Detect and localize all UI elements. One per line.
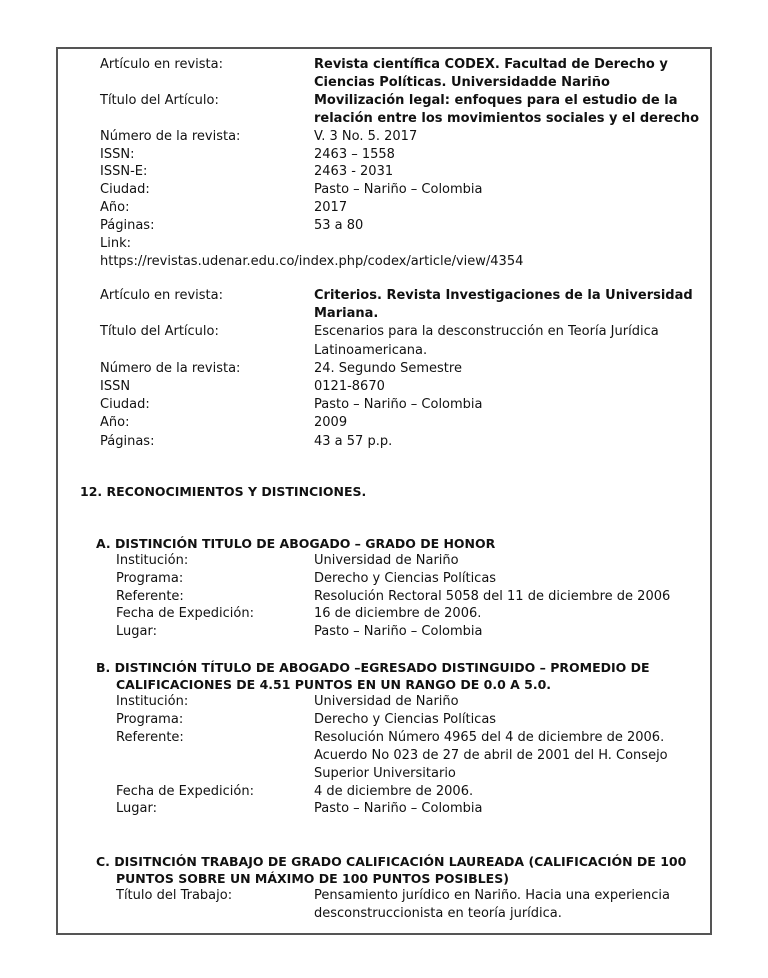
distinction-b-title-line2: CALIFICACIONES DE 4.51 PUNTOS EN UN RANGO DE 0.0 A 5.0. xyxy=(116,677,552,692)
distinction-a-field-label: Referente: xyxy=(116,588,184,604)
distinction-b-field-value: 4 de diciembre de 2006. xyxy=(314,783,474,799)
distinction-b-field-label: Lugar: xyxy=(116,801,157,817)
distinction-b-field-value: Acuerdo No 023 de 27 de abril de 2001 del H. Consejo xyxy=(314,747,668,763)
article-1-field-label: Páginas: xyxy=(100,218,155,234)
article-2-field-value: 43 a 57 p.p. xyxy=(314,433,393,449)
article-1-field-value: 2463 – 1558 xyxy=(314,146,395,162)
article-2-field-label: Artículo en revista: xyxy=(100,288,223,303)
article-1-field-value: 53 a 80 xyxy=(314,218,364,234)
article-1-field-value: V. 3 No. 5. 2017 xyxy=(314,128,418,144)
distinction-a-field-value: Pasto – Nariño – Colombia xyxy=(314,624,483,640)
article-1-field-label: Artículo en revista: xyxy=(100,57,223,72)
distinction-a-field-value: 16 de diciembre de 2006. xyxy=(314,606,482,622)
distinction-b-field-value: Resolución Número 4965 del 4 de diciembre de 2006. xyxy=(314,729,665,745)
distinction-c-field-value: Pensamiento jurídico en Nariño. Hacia una experiencia xyxy=(314,888,671,903)
article-1-field-label: ISSN: xyxy=(100,146,135,162)
distinction-b-field-label: Programa: xyxy=(116,711,184,727)
article-2-field-value: Latinoamericana. xyxy=(314,342,428,358)
article-1-field-value: Movilización legal: enfoques para el estudio de la xyxy=(314,92,678,108)
article-1-field-label: Título del Artículo: xyxy=(100,92,219,108)
article-1-field-value: Ciencias Políticas. Universidadde Nariño xyxy=(314,74,610,90)
distinction-a-field-value: Resolución Rectoral 5058 del 11 de diciembre de 2006 xyxy=(314,588,671,604)
distinction-c-field-value: desconstruccionista en teoría jurídica. xyxy=(314,905,562,921)
distinction-b-field-value: Superior Universitario xyxy=(314,765,456,781)
section-12-title: 12. RECONOCIMIENTOS Y DISTINCIONES. xyxy=(80,484,367,499)
article-1-field-label: ISSN-E: xyxy=(100,164,148,180)
distinction-a-field-value: Universidad de Nariño xyxy=(314,553,459,568)
distinction-a-field-label: Institución: xyxy=(116,553,189,568)
article-1-field-label: Link: xyxy=(100,236,132,251)
distinction-a-field-label: Lugar: xyxy=(116,624,157,640)
distinction-c-field-label: Título del Trabajo: xyxy=(116,888,233,903)
article-1-field-value: relación entre los movimientos sociales y el derecho xyxy=(314,110,700,126)
article-2-field-value: Pasto – Nariño – Colombia xyxy=(314,397,483,413)
distinction-b-title-line1: B. DISTINCIÓN TÍTULO DE ABOGADO –EGRESADO DISTINGUIDO – PROMEDIO DE xyxy=(96,660,650,675)
distinction-a-field-label: Fecha de Expedición: xyxy=(116,606,254,622)
article-1-field-label: Número de la revista: xyxy=(100,128,241,144)
article-2-field-label: Ciudad: xyxy=(100,397,150,413)
distinction-c-title-line1: C. DISITNCIÓN TRABAJO DE GRADO CALIFICACIÓN LAUREADA (CALIFICACIÓN DE 100 xyxy=(96,854,687,869)
article-2-field-value: 0121-8670 xyxy=(314,379,385,394)
distinction-b-field-value: Universidad de Nariño xyxy=(314,694,459,709)
article-2-field-value: Mariana. xyxy=(314,306,379,322)
article-1-field-value: Revista científica CODEX. Facultad de Derecho y xyxy=(314,57,668,72)
distinction-b-field-value: Derecho y Ciencias Políticas xyxy=(314,711,497,727)
distinction-b-field-label: Fecha de Expedición: xyxy=(116,783,254,799)
distinction-a-title: A. DISTINCIÓN TITULO DE ABOGADO – GRADO DE HONOR xyxy=(96,536,496,551)
distinction-c-title-line2: PUNTOS SOBRE UN MÁXIMO DE 100 PUNTOS POSIBLES) xyxy=(116,871,509,886)
article-2-field-value: Escenarios para la desconstrucción en Teoría Jurídica xyxy=(314,324,659,340)
article-1-field-label: Año: xyxy=(100,200,130,216)
article-2-field-label: Número de la revista: xyxy=(100,360,241,376)
article-1-link[interactable]: https://revistas.udenar.edu.co/index.php/codex/article/view/4354 xyxy=(100,254,524,269)
distinction-b-field-label: Institución: xyxy=(116,694,189,709)
distinction-b-field-label: Referente: xyxy=(116,729,184,745)
article-2-field-value: 2009 xyxy=(314,415,348,431)
article-2-field-label: Año: xyxy=(100,415,130,431)
article-1-field-value: 2017 xyxy=(314,200,348,216)
distinction-a-field-value: Derecho y Ciencias Políticas xyxy=(314,570,497,586)
article-2-field-value: 24. Segundo Semestre xyxy=(314,360,462,376)
article-1-field-value: Pasto – Nariño – Colombia xyxy=(314,182,483,198)
distinction-a-field-label: Programa: xyxy=(116,570,184,586)
article-1-field-label: Ciudad: xyxy=(100,182,150,198)
article-2-field-label: ISSN xyxy=(100,379,131,394)
article-2-field-label: Título del Artículo: xyxy=(100,324,219,340)
article-2-field-value: Criterios. Revista Investigaciones de la Universidad xyxy=(314,288,693,303)
distinction-b-field-value: Pasto – Nariño – Colombia xyxy=(314,801,483,817)
article-1-field-value: 2463 - 2031 xyxy=(314,164,394,180)
article-2-field-label: Páginas: xyxy=(100,433,155,449)
